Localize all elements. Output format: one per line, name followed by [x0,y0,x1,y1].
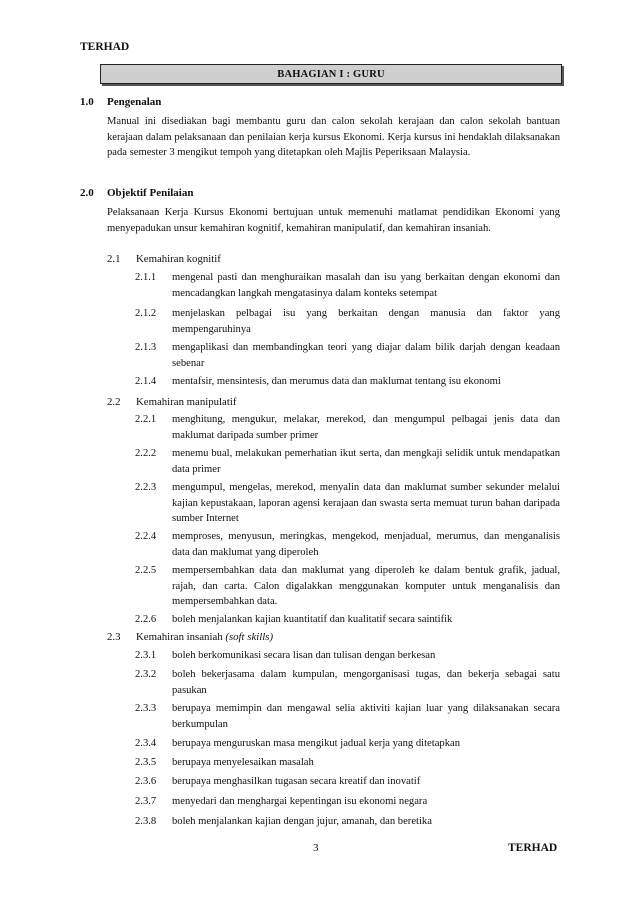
footer-classification: TERHAD [508,842,558,854]
item-text: boleh bekerjasama dalam kumpulan, mengorganisasi tugas, dan bekerja sebagai satu pasukan [172,669,560,696]
item-number: 2.3.8 [135,816,157,827]
item-text: berupaya menguruskan masa mengikut jadual kerja yang ditetapkan [172,738,460,749]
item-number: 2.2.6 [135,614,157,625]
subsection-title: Kemahiran kognitif [136,253,221,265]
item-text: berupaya memimpin dan mengawal selia aktiviti kajian luar yang dilaksanakan secara berkumpulan [172,703,560,730]
item-number: 2.2.4 [135,531,157,542]
item-text: mentafsir, mensintesis, dan merumus data dan maklumat tentang isu ekonomi [172,376,501,387]
item-number: 2.1.3 [135,342,157,353]
item-text: mengaplikasi dan membandingkan teori yang diajar dalam bilik darjah dengan keadaan sebenar [172,342,560,369]
item-text: mengumpul, mengelas, merekod, menyalin data dan maklumat sumber sekunder melalui kajian kepustakaan, laporan agensi kerajaan dan swasta serta memuat turun bahan daripada sumber Internet [172,482,560,525]
section-paragraph: Manual ini disediakan bagi membantu guru dan calon sekolah kerajaan dan calon sekolah bantuan kerajaan dalam pelaksanaan dan penilaian kerja kursus Ekonomi. Kerja kursus ini hendaklah dilaksanakan pada semester 3 mengikut tempoh yang ditetapkan oleh Majlis Peperiksaan Malaysia. [107,116,560,159]
item-number: 2.3.3 [135,703,157,714]
item-number: 2.2.2 [135,448,157,459]
item-text: menemu bual, melakukan pemerhatian ikut serta, dan mengkaji selidik untuk mendapatkan data primer [172,448,560,475]
page-number: 3 [313,842,319,854]
section-title: Objektif Penilaian [107,187,194,199]
section-title: Pengenalan [107,96,162,108]
item-text: berupaya menghasilkan tugasan secara kreatif dan inovatif [172,776,421,787]
section-number: 1.0 [80,96,94,108]
item-number: 2.1.1 [135,272,157,283]
item-text: menjelaskan pelbagai isu yang berkaitan dengan manusia dan faktor yang mempengaruhinya [172,308,560,335]
item-text: menghitung, mengukur, melakar, merekod, dan mengumpul pelbagai jenis data dan maklumat daripada sumber primer [172,414,560,441]
section-paragraph: Pelaksanaan Kerja Kursus Ekonomi bertujuan untuk memenuhi matlamat pendidikan Ekonomi yang menyepadukan unsur kemahiran kognitif, kemahiran manipulatif, dan kemahiran insaniah. [107,207,560,234]
section-banner [100,64,562,84]
item-text: berupaya menyelesaikan masalah [172,757,314,768]
item-number: 2.1.4 [135,376,157,387]
subsection-number: 2.2 [107,396,121,408]
item-number: 2.2.5 [135,565,157,576]
subsection-title-text: Kemahiran insaniah [136,631,223,643]
item-text: mempersembahkan data dan maklumat yang diperoleh ke dalam bentuk grafik, jadual, rajah, dan carta. Calon digalakkan menggunakan komputer untuk menganalisis dan mempersembahkan data. [172,565,560,608]
item-number: 2.3.2 [135,669,157,680]
item-number: 2.3.1 [135,650,157,661]
section-number: 2.0 [80,187,94,199]
item-text: boleh menjalankan kajian kuantitatif dan kualitatif secara saintifik [172,614,453,625]
subsection-title: Kemahiran manipulatif [136,396,237,408]
banner-title: BAHAGIAN I : GURU [277,68,385,80]
header-classification: TERHAD [80,41,130,53]
item-text: mengenal pasti dan menghuraikan masalah dan isu yang berkaitan dengan ekonomi dan mencadangkan langkah mengatasinya dalam konteks setempat [172,272,560,299]
item-number: 2.1.2 [135,308,157,319]
item-text: menyedari dan menghargai kepentingan isu ekonomi negara [172,796,428,807]
subsection-title-note: (soft skills) [225,631,274,643]
item-text: memproses, menyusun, meringkas, mengekod, menjadual, merumus, dan menganalisis data dan maklumat yang diperoleh [172,531,560,558]
item-text: boleh berkomunikasi secara lisan dan tulisan dengan berkesan [172,650,436,661]
subsection-number: 2.1 [107,253,121,265]
item-number: 2.2.1 [135,414,157,425]
subsection-title [136,631,273,643]
item-number: 2.3.7 [135,796,157,807]
item-number: 2.3.5 [135,757,157,768]
item-number: 2.3.4 [135,738,157,749]
item-text: boleh menjalankan kajian dengan jujur, amanah, dan beretika [172,816,432,827]
subsection-number: 2.3 [107,631,121,643]
item-number: 2.3.6 [135,776,157,787]
item-number: 2.2.3 [135,482,157,493]
